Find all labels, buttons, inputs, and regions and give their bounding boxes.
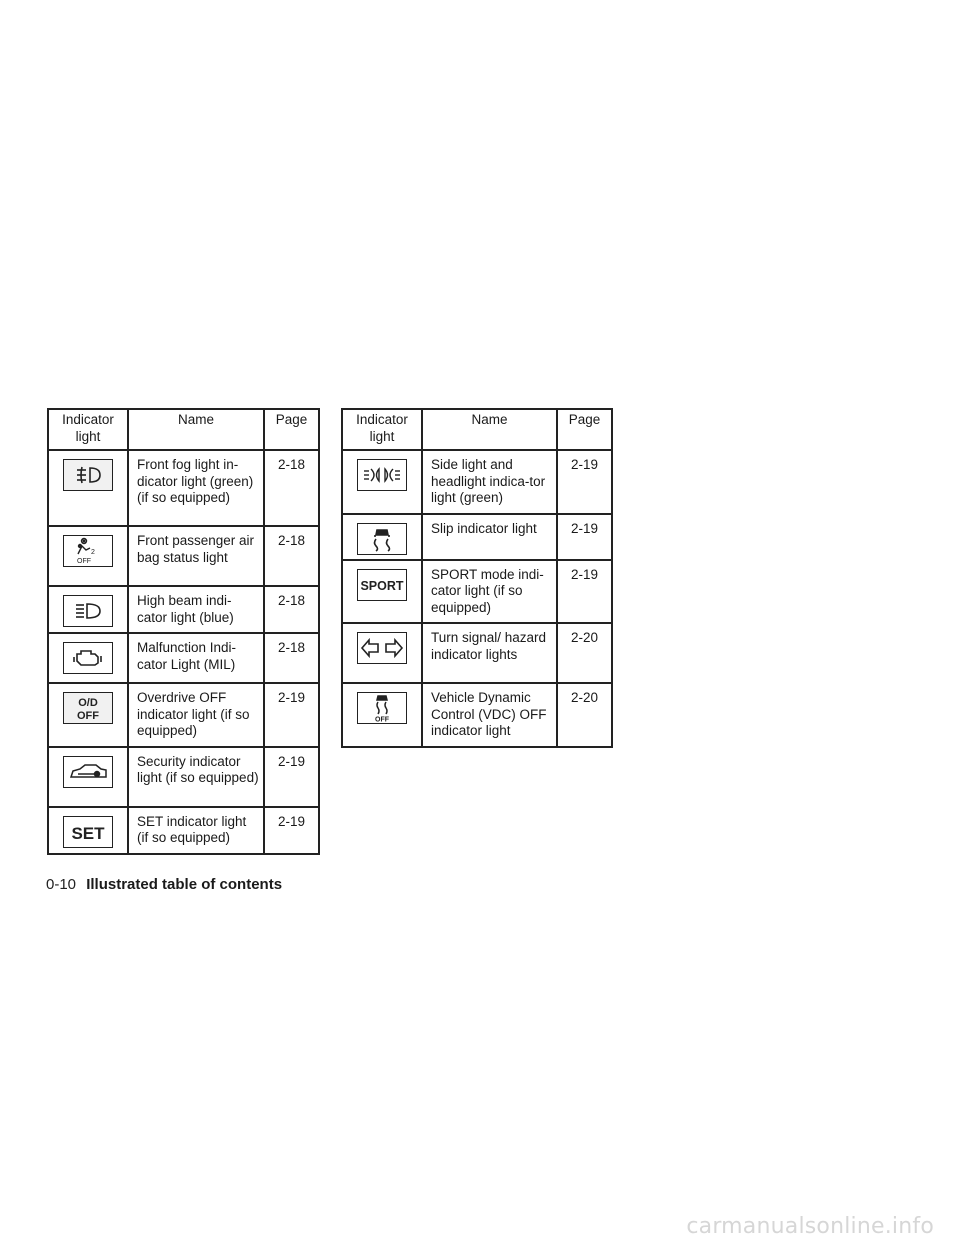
table-row — [48, 683, 319, 747]
indicator-cell — [342, 560, 422, 624]
indicator-cell — [48, 586, 128, 633]
passenger-airbag-off-icon — [63, 535, 113, 567]
row-page: 2-19 — [557, 450, 612, 514]
table-row — [342, 560, 612, 624]
row-name: Overdrive OFF indicator light (if so equipped) — [128, 683, 264, 747]
svg-text:SET: SET — [71, 823, 105, 843]
indicator-cell — [48, 633, 128, 683]
row-page: 2-20 — [557, 683, 612, 747]
side-headlight-icon — [357, 459, 407, 491]
overdrive-off-icon — [63, 692, 113, 724]
row-name: Turn signal/ hazard indicator lights — [422, 623, 557, 683]
vdc-off-icon — [357, 692, 407, 724]
page-footer — [46, 876, 282, 893]
header-name: Name — [422, 409, 557, 450]
security-car-key-icon — [63, 756, 113, 788]
indicator-cell — [48, 807, 128, 854]
row-name: High beam indi-cator light (blue) — [128, 586, 264, 633]
table-row — [48, 633, 319, 683]
indicator-cell — [48, 683, 128, 747]
row-name: Vehicle Dynamic Control (VDC) OFF indicator light — [422, 683, 557, 747]
row-name: SET indicator light (if so equipped) — [128, 807, 264, 854]
row-page: 2-18 — [264, 633, 319, 683]
indicator-cell — [342, 450, 422, 514]
indicator-cell — [48, 747, 128, 807]
row-name: Security indicator light (if so equipped) — [128, 747, 264, 807]
table-row — [48, 807, 319, 854]
table-row — [48, 747, 319, 807]
table-row — [342, 450, 612, 514]
indicator-table-right — [341, 408, 613, 748]
table-row — [342, 683, 612, 747]
indicator-cell — [48, 450, 128, 526]
indicator-table-left — [47, 408, 320, 855]
table-row — [48, 586, 319, 633]
header-page: Page — [264, 409, 319, 450]
table-row — [342, 514, 612, 560]
row-page: 2-18 — [264, 450, 319, 526]
front-fog-light-icon — [63, 459, 113, 491]
row-name: Malfunction Indi-cator Light (MIL) — [128, 633, 264, 683]
row-page: 2-19 — [264, 807, 319, 854]
header-page: Page — [557, 409, 612, 450]
svg-text:O/D: O/D — [78, 697, 98, 709]
header-indicator: Indicator light — [342, 409, 422, 450]
svg-text:2: 2 — [91, 549, 95, 556]
row-page: 2-19 — [264, 683, 319, 747]
row-page: 2-19 — [557, 514, 612, 560]
table-header-row — [342, 409, 612, 450]
svg-text:OFF: OFF — [77, 558, 91, 565]
row-name: Front passenger air bag status light — [128, 526, 264, 586]
row-name: Slip indicator light — [422, 514, 557, 560]
indicator-cell — [342, 514, 422, 560]
high-beam-icon — [63, 595, 113, 627]
svg-text:OFF: OFF — [375, 716, 389, 723]
svg-text:OFF: OFF — [77, 710, 99, 722]
sport-mode-icon — [357, 569, 407, 601]
turn-signal-hazard-icon — [357, 632, 407, 664]
svg-text:SPORT: SPORT — [360, 578, 404, 593]
indicator-cell — [342, 623, 422, 683]
row-page: 2-19 — [557, 560, 612, 624]
watermark: carmanualsonline.info — [686, 1214, 934, 1239]
row-page: 2-19 — [264, 747, 319, 807]
section-title: Illustrated table of contents — [86, 876, 283, 893]
set-indicator-icon — [63, 816, 113, 848]
slip-indicator-icon — [357, 523, 407, 555]
row-page: 2-18 — [264, 526, 319, 586]
table-row — [342, 623, 612, 683]
engine-malfunction-icon — [63, 642, 113, 674]
row-name: Front fog light in-dicator light (green) (if so equipped) — [128, 450, 264, 526]
table-row — [48, 526, 319, 586]
row-name: Side light and headlight indica-tor light (green) — [422, 450, 557, 514]
page-number: 0-10 — [46, 876, 77, 893]
indicator-cell — [48, 526, 128, 586]
row-name: SPORT mode indi-cator light (if so equipped) — [422, 560, 557, 624]
header-indicator: Indicator light — [48, 409, 128, 450]
table-header-row — [48, 409, 319, 450]
indicator-cell — [342, 683, 422, 747]
row-page: 2-20 — [557, 623, 612, 683]
row-page: 2-18 — [264, 586, 319, 633]
table-row — [48, 450, 319, 526]
header-name: Name — [128, 409, 264, 450]
